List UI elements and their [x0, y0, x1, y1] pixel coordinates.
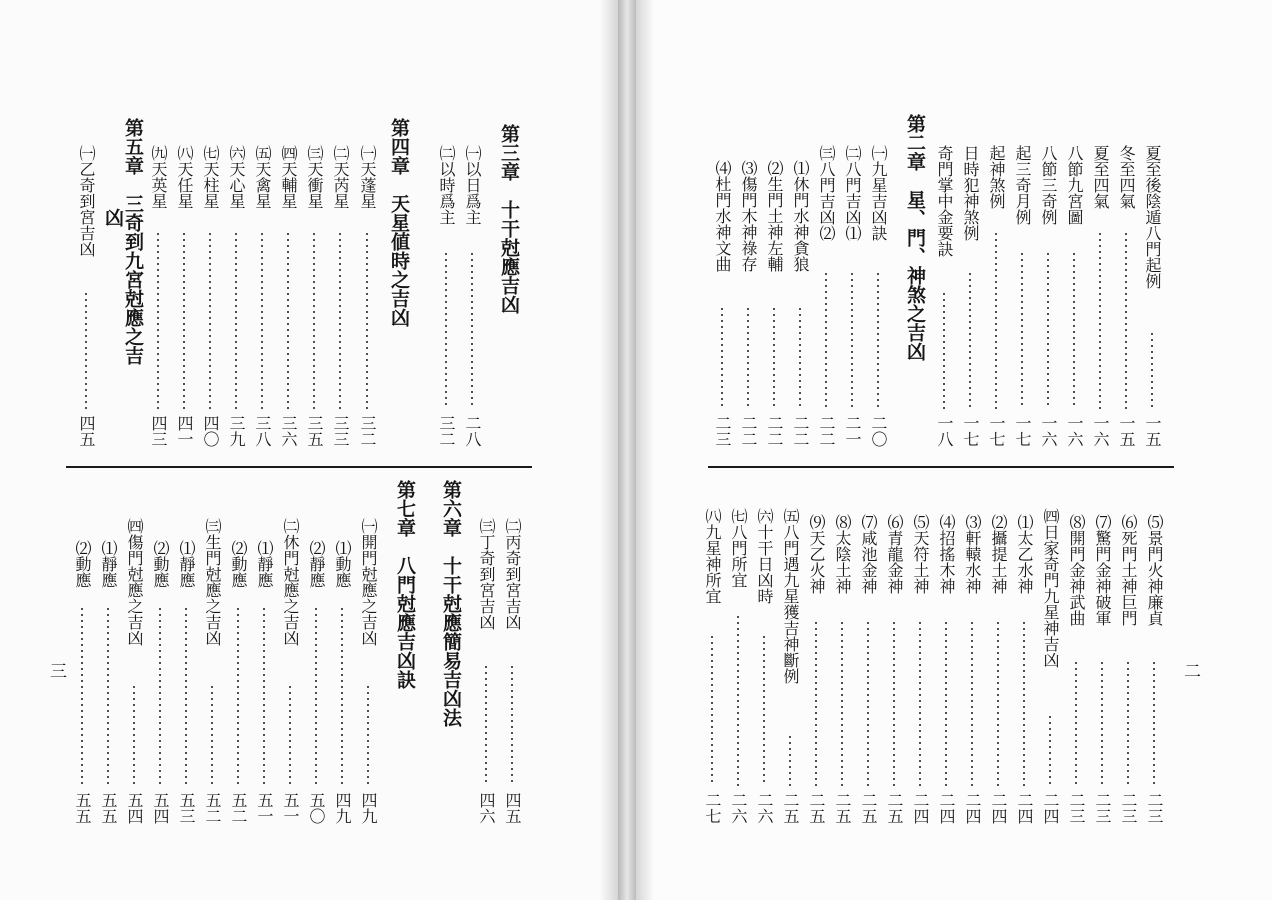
- toc-entry-title: ⑵動應: [73, 540, 92, 588]
- toc-page-number: 二一: [843, 415, 862, 447]
- toc-entry-title: ㈤八門遇九星獲吉神斷例: [781, 508, 800, 684]
- dot-leader: [1021, 251, 1023, 409]
- toc-entry-title: ㈦八門所宜: [729, 508, 748, 588]
- toc-entry-title: ㈡天芮星: [331, 145, 350, 209]
- toc-entry-title: ⑷杜門水神文曲: [713, 160, 732, 272]
- toc-entry-title: ⑴太乙水神: [1015, 514, 1034, 594]
- dot-leader: [747, 306, 749, 409]
- dot-leader: [471, 251, 473, 409]
- dot-leader: [799, 306, 801, 409]
- left-page: [0, 0, 618, 900]
- toc-page-number: 一七: [987, 415, 1006, 447]
- dot-leader: [893, 620, 895, 786]
- toc-page-number: 二四: [937, 792, 956, 824]
- dot-leader: [81, 606, 83, 786]
- toc-entry-title: ㈦天柱星: [201, 145, 220, 209]
- dot-leader: [773, 306, 775, 409]
- dot-leader: [157, 231, 159, 409]
- toc-page-number: 一六: [1039, 415, 1058, 447]
- toc-page-number: 二五: [885, 792, 904, 824]
- toc-page-number: 二二: [791, 415, 810, 447]
- toc-page-number: 五四: [125, 792, 144, 824]
- toc-page-number: 一六: [1091, 415, 1110, 447]
- dot-leader: [1153, 660, 1155, 786]
- toc-entry-title: ⑻太陰土神: [833, 514, 852, 594]
- toc-entry-title: 冬至四氣: [1117, 145, 1136, 209]
- dot-leader: [789, 734, 791, 786]
- toc-page-number: 二八: [463, 415, 482, 447]
- toc-entry-title: ㈡丙奇到宮吉凶: [503, 518, 522, 630]
- dot-leader: [721, 306, 723, 409]
- toc-entry-title: ㈡八門吉凶⑴: [843, 145, 862, 241]
- toc-page-number: 五一: [255, 792, 274, 824]
- dot-leader: [367, 684, 369, 786]
- dot-leader: [133, 684, 135, 786]
- toc-page-number: 四〇: [201, 415, 220, 447]
- toc-page-number: 四三: [149, 415, 168, 447]
- toc-entry-title: ㈢生門尅應之吉凶: [203, 518, 222, 646]
- toc-page-number: 一六: [1065, 415, 1084, 447]
- toc-entry-title: 起三奇月例: [1013, 145, 1032, 225]
- toc-page-number: 二四: [963, 792, 982, 824]
- toc-entry-title: ㈣日家奇門九星神吉凶: [1041, 508, 1060, 668]
- toc-entry-title: 夏至後陰遁八門起例: [1143, 145, 1162, 289]
- toc-chapter-title: 第二章 星、門、神煞之吉凶: [904, 114, 926, 361]
- dot-leader: [969, 271, 971, 409]
- toc-chapter-title: 第三章 十干尅應吉凶: [498, 124, 520, 314]
- toc-page-number: 二三: [713, 415, 732, 447]
- toc-entry-title: ⑴動應: [333, 540, 352, 588]
- dot-leader: [366, 231, 368, 409]
- dot-leader: [287, 231, 289, 409]
- toc-page-number: 二三: [1093, 792, 1112, 824]
- toc-entry-title: ⑸天符土神: [911, 514, 930, 594]
- left-gutter-shadow: [600, 0, 618, 900]
- toc-entry-title: ⑴休門水神貪狼: [791, 160, 810, 272]
- toc-entry-title: ⑻開門金神武曲: [1067, 514, 1086, 626]
- right-gutter-shadow: [636, 0, 654, 900]
- dot-leader: [841, 620, 843, 786]
- toc-entry-title: ㈡休門尅應之吉凶: [281, 518, 300, 646]
- toc-page-number: 四五: [77, 415, 96, 447]
- toc-page-number: 二五: [859, 792, 878, 824]
- toc-entry-title: 奇門掌中金要訣: [935, 145, 954, 257]
- toc-entry-title: ㈨天英星: [149, 145, 168, 209]
- dot-leader: [211, 684, 213, 786]
- dot-leader: [971, 620, 973, 786]
- dot-leader: [511, 664, 513, 786]
- dot-leader: [737, 614, 739, 786]
- dot-leader: [85, 291, 87, 409]
- book-spine: [618, 0, 636, 900]
- dot-leader: [943, 291, 945, 409]
- toc-page-number: 二五: [833, 792, 852, 824]
- toc-entry-title: ⑼天乙火神: [807, 514, 826, 594]
- toc-page-number: 五五: [73, 792, 92, 824]
- toc-entry-title: ⑶軒轅水神: [963, 514, 982, 594]
- toc-page-number: 四九: [359, 792, 378, 824]
- dot-leader: [995, 231, 997, 409]
- dot-leader: [997, 620, 999, 786]
- toc-page-number: 五三: [177, 792, 196, 824]
- toc-page-number: 一七: [961, 415, 980, 447]
- toc-page-number: 二二: [765, 415, 784, 447]
- toc-entry-title: ㈥十干日凶時: [755, 508, 774, 604]
- dot-leader: [825, 271, 827, 409]
- toc-entry-title: ⑹死門土神巨門: [1119, 514, 1138, 626]
- toc-page-number: 二三: [1145, 792, 1164, 824]
- dot-leader: [711, 634, 713, 786]
- toc-page-number: 一八: [935, 415, 954, 447]
- dot-leader: [159, 606, 161, 786]
- toc-page-number: 二〇: [869, 415, 888, 447]
- dot-leader: [877, 271, 879, 409]
- dot-leader: [289, 684, 291, 786]
- dot-leader: [263, 606, 265, 786]
- dot-leader: [183, 231, 185, 409]
- toc-page-number: 二五: [807, 792, 826, 824]
- dot-leader: [1101, 660, 1103, 786]
- toc-entry-title: ⑵動應: [151, 540, 170, 588]
- page-folio-number: 三: [46, 662, 66, 679]
- toc-entry-title: ㈠開門尅應之吉凶: [359, 518, 378, 646]
- page-folio-number: 二: [1180, 662, 1200, 679]
- toc-page-number: 四一: [175, 415, 194, 447]
- toc-page-number: 二六: [729, 792, 748, 824]
- toc-page-number: 二四: [1015, 792, 1034, 824]
- toc-page-number: 二六: [755, 792, 774, 824]
- toc-entry-title: 日時犯神煞例: [961, 145, 980, 241]
- toc-page-number: 一五: [1117, 415, 1136, 447]
- toc-entry-title: ⑵動應: [229, 540, 248, 588]
- dot-leader: [107, 606, 109, 786]
- toc-page-number: 二三: [1119, 792, 1138, 824]
- toc-chapter-title: 第六章 十干尅應簡易吉凶法: [440, 480, 462, 727]
- dot-leader: [1075, 660, 1077, 786]
- toc-entry-title: ㈣傷門尅應之吉凶: [125, 518, 144, 646]
- dot-leader: [1049, 714, 1051, 786]
- toc-entry-title: ⑴靜應: [177, 540, 196, 588]
- toc-chapter-title: 第五章 三奇到九宮尅應之吉: [122, 118, 144, 365]
- toc-entry-title: ㈧九星神所宜: [703, 508, 722, 604]
- toc-page-number: 五五: [99, 792, 118, 824]
- toc-page-number: 三二: [358, 415, 377, 447]
- dot-leader: [867, 620, 869, 786]
- toc-entry-title: ㈡以時爲主: [437, 145, 456, 225]
- toc-entry-title: 八節三奇例: [1039, 145, 1058, 225]
- dot-leader: [815, 620, 817, 786]
- toc-entry-title: ㈣天輔星: [279, 145, 298, 209]
- toc-page-number: 二二: [817, 415, 836, 447]
- toc-page-number: 四五: [503, 792, 522, 824]
- toc-entry-title: ㈧天任星: [175, 145, 194, 209]
- toc-entry-title: 起神煞例: [987, 145, 1006, 209]
- toc-chapter-title: 凶: [102, 208, 124, 227]
- toc-entry-title: ⑴靜應: [255, 540, 274, 588]
- toc-entry-title: ㈠天蓬星: [358, 145, 377, 209]
- toc-entry-title: ⑶傷門木神祿存: [739, 160, 758, 272]
- toc-entry-title: ⑵靜應: [307, 540, 326, 588]
- dot-leader: [1073, 251, 1075, 409]
- toc-entry-title: ⑹青龍金神: [885, 514, 904, 594]
- toc-entry-title: ㈢八門吉凶⑵: [817, 145, 836, 241]
- toc-page-number: 三三: [331, 415, 350, 447]
- toc-page-number: 三八: [253, 415, 272, 447]
- dot-leader: [209, 231, 211, 409]
- toc-entry-title: ⑺咸池金神: [859, 514, 878, 594]
- toc-entry-title: ㈠乙奇到宮吉凶: [77, 145, 96, 257]
- right-section-divider: [708, 466, 1174, 468]
- toc-page-number: 一七: [1013, 415, 1032, 447]
- toc-page-number: 四九: [333, 792, 352, 824]
- toc-page-number: 三二: [437, 415, 456, 447]
- toc-entry-title: ⑵生門土神左輔: [765, 160, 784, 272]
- toc-page-number: 二三: [1067, 792, 1086, 824]
- toc-entry-title: ㈠以日爲主: [463, 145, 482, 225]
- left-section-divider: [66, 466, 532, 468]
- dot-leader: [763, 634, 765, 786]
- toc-page-number: 五〇: [307, 792, 326, 824]
- dot-leader: [339, 231, 341, 409]
- dot-leader: [341, 606, 343, 786]
- toc-page-number: 二四: [989, 792, 1008, 824]
- dot-leader: [1099, 231, 1101, 409]
- dot-leader: [851, 271, 853, 409]
- toc-page-number: 五二: [229, 792, 248, 824]
- toc-entry-title: 夏至四氣: [1091, 145, 1110, 209]
- toc-page-number: 二四: [911, 792, 930, 824]
- toc-entry-title: 八節九宮圖: [1065, 145, 1084, 225]
- toc-entry-title: ㈠九星吉凶訣: [869, 145, 888, 241]
- toc-page-number: 二二: [739, 415, 758, 447]
- dot-leader: [945, 620, 947, 786]
- toc-page-number: 四六: [477, 792, 496, 824]
- toc-chapter-title: 第四章 天星値時之吉凶: [388, 118, 410, 327]
- toc-chapter-title: 第七章 八門尅應吉凶訣: [394, 480, 416, 689]
- toc-entry-title: ㈤天禽星: [253, 145, 272, 209]
- right-page: [636, 0, 1272, 900]
- toc-entry-title: ㈥天心星: [227, 145, 246, 209]
- toc-page-number: 三五: [305, 415, 324, 447]
- dot-leader: [261, 231, 263, 409]
- toc-entry-title: ⑵攝提土神: [989, 514, 1008, 594]
- dot-leader: [919, 620, 921, 786]
- dot-leader: [1127, 660, 1129, 786]
- toc-entry-title: ⑺驚門金神破軍: [1093, 514, 1112, 626]
- dot-leader: [445, 251, 447, 409]
- dot-leader: [185, 606, 187, 786]
- dot-leader: [315, 606, 317, 786]
- toc-entry-title: ㈢天衝星: [305, 145, 324, 209]
- toc-page-number: 五四: [151, 792, 170, 824]
- toc-page-number: 三九: [227, 415, 246, 447]
- dot-leader: [235, 231, 237, 409]
- toc-page-number: 一五: [1143, 415, 1162, 447]
- toc-page-number: 二五: [781, 792, 800, 824]
- toc-page-number: 三六: [279, 415, 298, 447]
- toc-page-number: 二七: [703, 792, 722, 824]
- dot-leader: [313, 231, 315, 409]
- toc-entry-title: ㈢丁奇到宮吉凶: [477, 518, 496, 630]
- dot-leader: [1125, 231, 1127, 409]
- toc-entry-title: ⑸景門火神廉貞: [1145, 514, 1164, 626]
- toc-page-number: 五二: [203, 792, 222, 824]
- toc-entry-title: ⑷招搖木神: [937, 514, 956, 594]
- toc-page-number: 二四: [1041, 792, 1060, 824]
- dot-leader: [237, 606, 239, 786]
- dot-leader: [1047, 251, 1049, 409]
- dot-leader: [1151, 331, 1153, 409]
- dot-leader: [485, 664, 487, 786]
- toc-entry-title: ⑴靜應: [99, 540, 118, 588]
- dot-leader: [1023, 620, 1025, 786]
- toc-page-number: 五一: [281, 792, 300, 824]
